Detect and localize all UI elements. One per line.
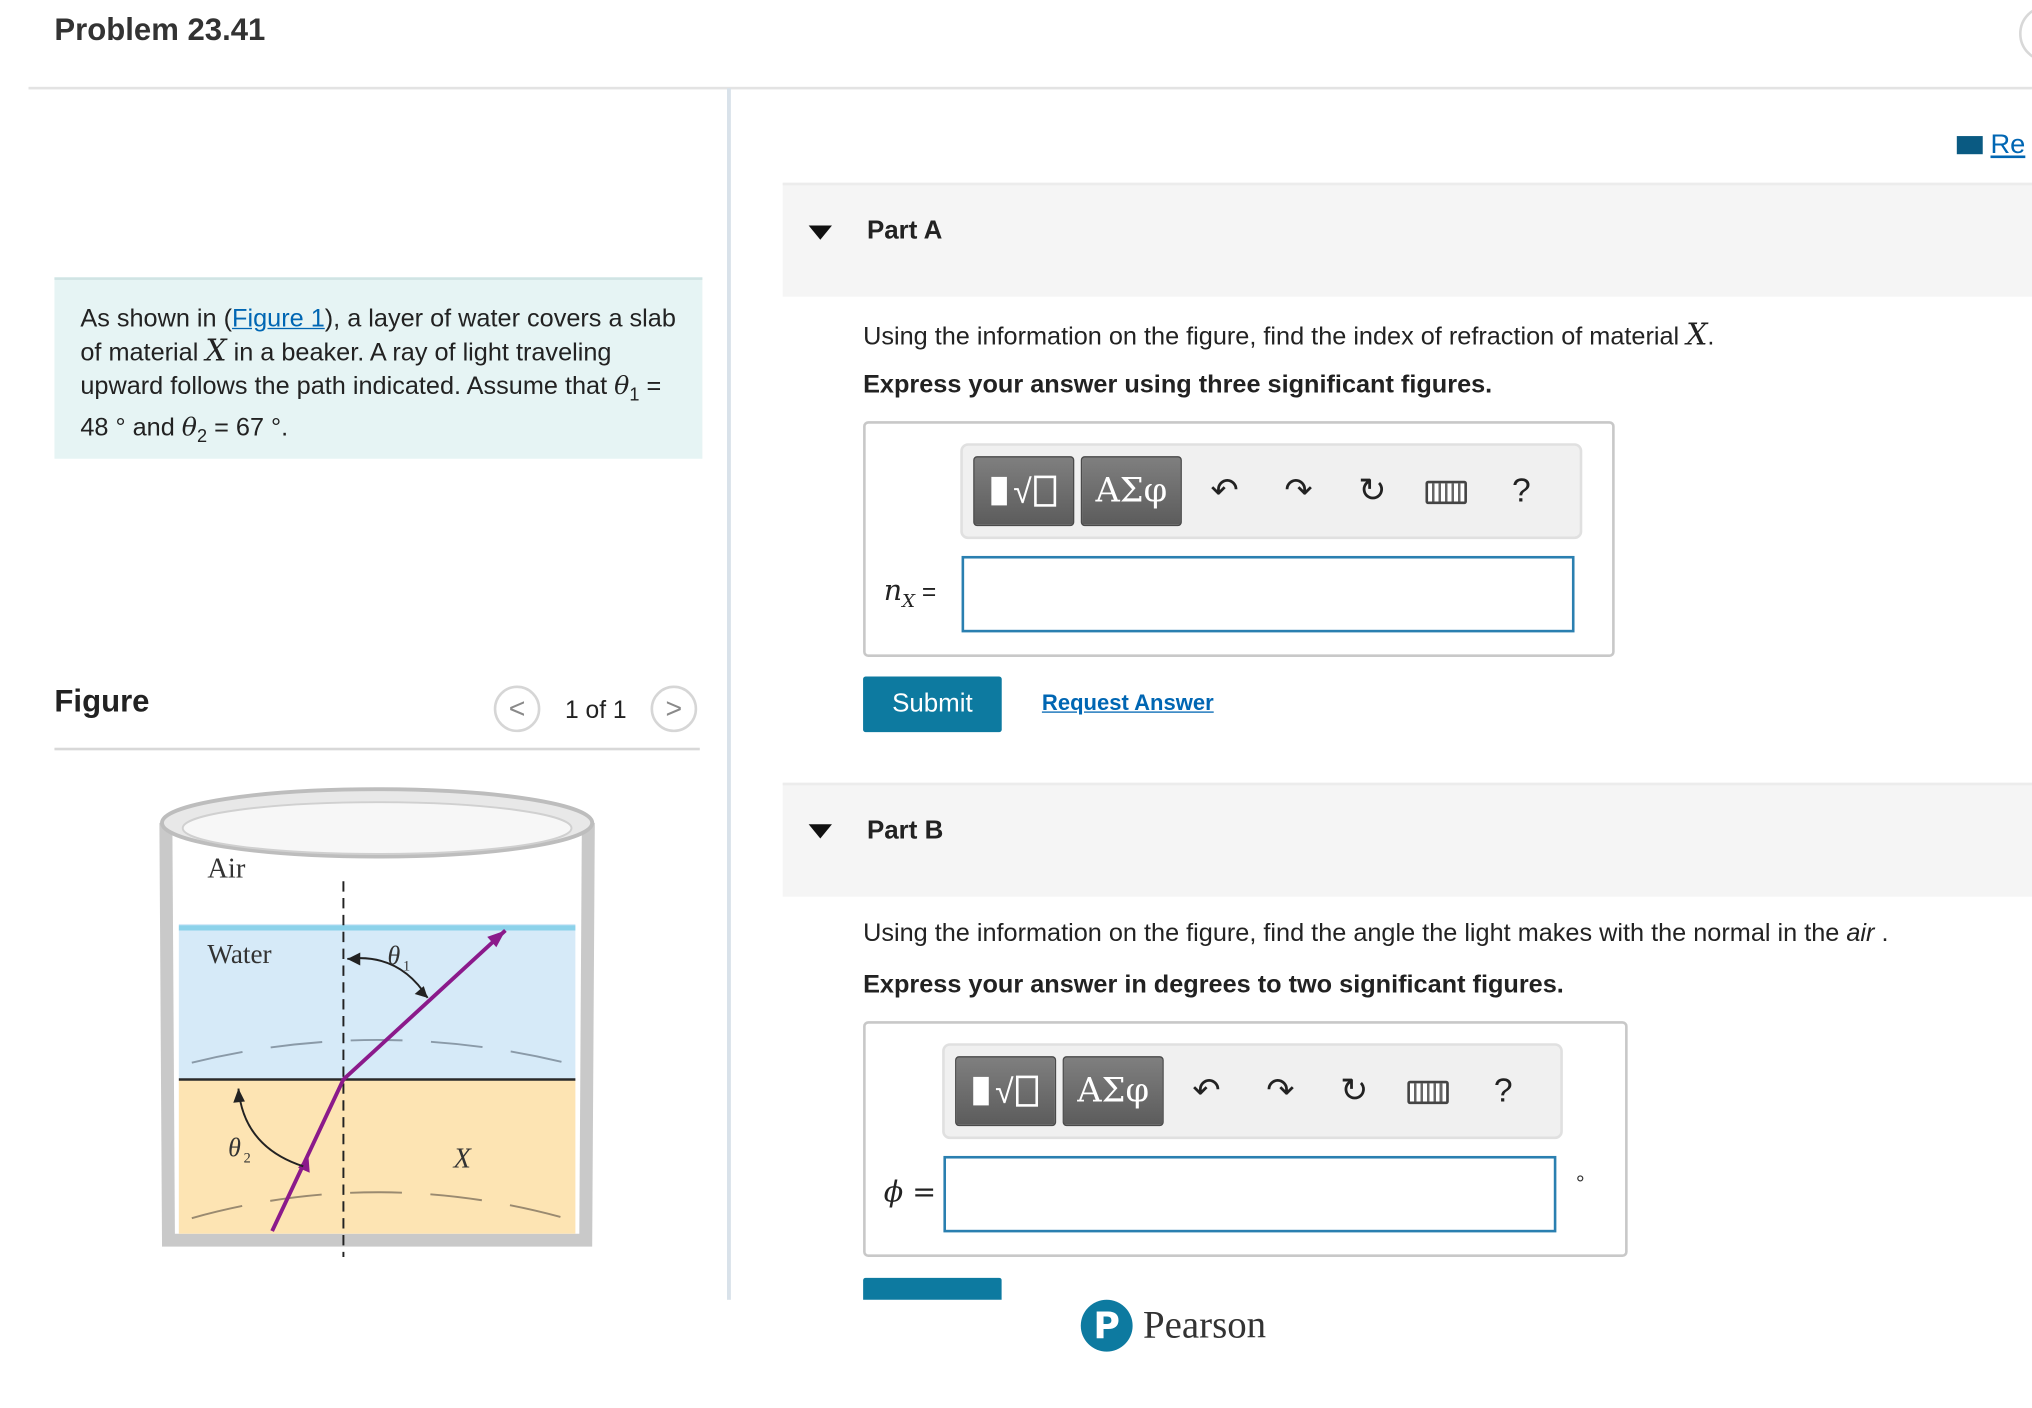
pane-divider[interactable]: [727, 88, 731, 1300]
figure-next-button[interactable]: >: [651, 686, 698, 733]
undo-icon[interactable]: ↶: [1210, 469, 1239, 509]
part-a-request-answer-link[interactable]: Request Answer: [1041, 690, 1214, 716]
nx-label-equals: =: [915, 579, 937, 607]
redo-icon[interactable]: ↷: [1266, 1069, 1295, 1109]
theta1-value: = 48 ° and: [80, 371, 662, 442]
theta1-symbol: θ: [614, 370, 630, 401]
part-a-title: Part A: [866, 216, 943, 245]
templates-button[interactable]: [973, 456, 1074, 526]
sqrt-icon: √: [1013, 471, 1032, 510]
sqrt-icon: √: [995, 1071, 1014, 1110]
question-emphasis: air: [1846, 918, 1875, 948]
theta2-value: = 67 °.: [207, 413, 289, 442]
pearson-logo: [1081, 1300, 1266, 1352]
pearson-wordmark: Pearson: [1142, 1303, 1267, 1347]
question-text: .: [1874, 918, 1889, 948]
header-circle-button[interactable]: [2019, 5, 2032, 62]
template-box-icon: [1016, 1076, 1038, 1107]
keyboard-icon[interactable]: [1407, 1081, 1448, 1104]
water-label: Water: [207, 938, 272, 969]
figure-divider: [54, 748, 699, 751]
part-a-header[interactable]: [783, 183, 2032, 297]
problem-text-part: in a beaker. A ray of light traveling upward follows the path indicated. Assume that: [80, 338, 615, 401]
problem-text-part: ), a layer of water covers a slab of material: [80, 304, 676, 367]
nx-label-sub: X: [902, 591, 916, 613]
beaker-opening: [183, 802, 572, 854]
theta1-label: θ: [387, 941, 401, 971]
problem-title: Problem 23.41: [54, 12, 266, 48]
part-a-answer-input[interactable]: [962, 556, 1575, 632]
templates-button[interactable]: [955, 1056, 1056, 1126]
part-a-instruction: Express your answer using three significant figures.: [863, 370, 1493, 400]
figure-link[interactable]: Figure 1: [232, 304, 325, 334]
part-a-submit-button[interactable]: Submit: [863, 676, 1002, 732]
nx-label-main: n: [883, 575, 903, 608]
problem-statement-text: [80, 303, 676, 452]
part-b-instruction: Express your answer in degrees to two significant figures.: [863, 970, 1564, 1000]
part-b-submit-button[interactable]: [863, 1278, 1002, 1300]
header-divider: [29, 87, 2032, 90]
review-link-label: Re: [1990, 129, 2026, 160]
question-variable: X: [1686, 318, 1708, 353]
air-label: Air: [207, 853, 246, 885]
part-b-title: Part B: [866, 816, 944, 845]
figure-prev-button[interactable]: <: [494, 686, 541, 733]
reset-icon[interactable]: ↻: [1358, 469, 1387, 509]
phi-label: ϕ =: [883, 1176, 937, 1210]
pearson-p-icon: P: [1081, 1300, 1133, 1352]
question-text: .: [1707, 322, 1715, 352]
question-text: Using the information on the figure, find the angle the light makes with the normal in the: [863, 918, 1847, 948]
keyboard-icon[interactable]: [1425, 481, 1466, 504]
problem-text-part: As shown in (: [80, 304, 233, 334]
undo-icon[interactable]: ↶: [1192, 1069, 1221, 1109]
part-b-answer-input[interactable]: [943, 1156, 1556, 1232]
theta2-subscript: 2: [197, 424, 208, 446]
part-b-question: [863, 919, 1888, 949]
review-link[interactable]: [1957, 130, 2026, 161]
part-b-submit-fill: [863, 1278, 1002, 1300]
template-block-icon: [991, 477, 1007, 506]
theta2-label-sub: 2: [243, 1150, 251, 1167]
figure-counter: 1 of 1: [565, 697, 627, 725]
help-icon[interactable]: ?: [1512, 469, 1531, 509]
collapse-arrow-icon[interactable]: [809, 824, 832, 838]
greek-symbols-button[interactable]: ΑΣφ: [1063, 1056, 1164, 1126]
question-text: Using the information on the figure, find the index of refraction of material: [863, 322, 1687, 352]
template-box-icon: [1034, 476, 1056, 507]
greek-symbols-button[interactable]: ΑΣφ: [1081, 456, 1182, 526]
beaker-figure: [153, 771, 607, 1263]
part-a-question: [863, 319, 1714, 353]
material-x-label: X: [453, 1143, 471, 1175]
nx-label: [884, 575, 937, 612]
reset-icon[interactable]: ↻: [1340, 1069, 1369, 1109]
degree-unit: °: [1575, 1171, 1585, 1197]
redo-icon[interactable]: ↷: [1284, 469, 1313, 509]
theta1-subscript: 1: [629, 383, 640, 405]
part-b-header[interactable]: [783, 783, 2032, 897]
material-variable: X: [205, 334, 227, 369]
theta2-label: θ: [228, 1132, 241, 1162]
collapse-arrow-icon[interactable]: [809, 225, 832, 239]
figure-heading: Figure: [54, 684, 150, 720]
help-icon[interactable]: ?: [1493, 1069, 1513, 1109]
template-block-icon: [973, 1077, 989, 1106]
theta2-symbol: θ: [181, 411, 198, 442]
theta1-label-sub: 1: [403, 958, 411, 975]
book-icon: [1957, 137, 1983, 155]
